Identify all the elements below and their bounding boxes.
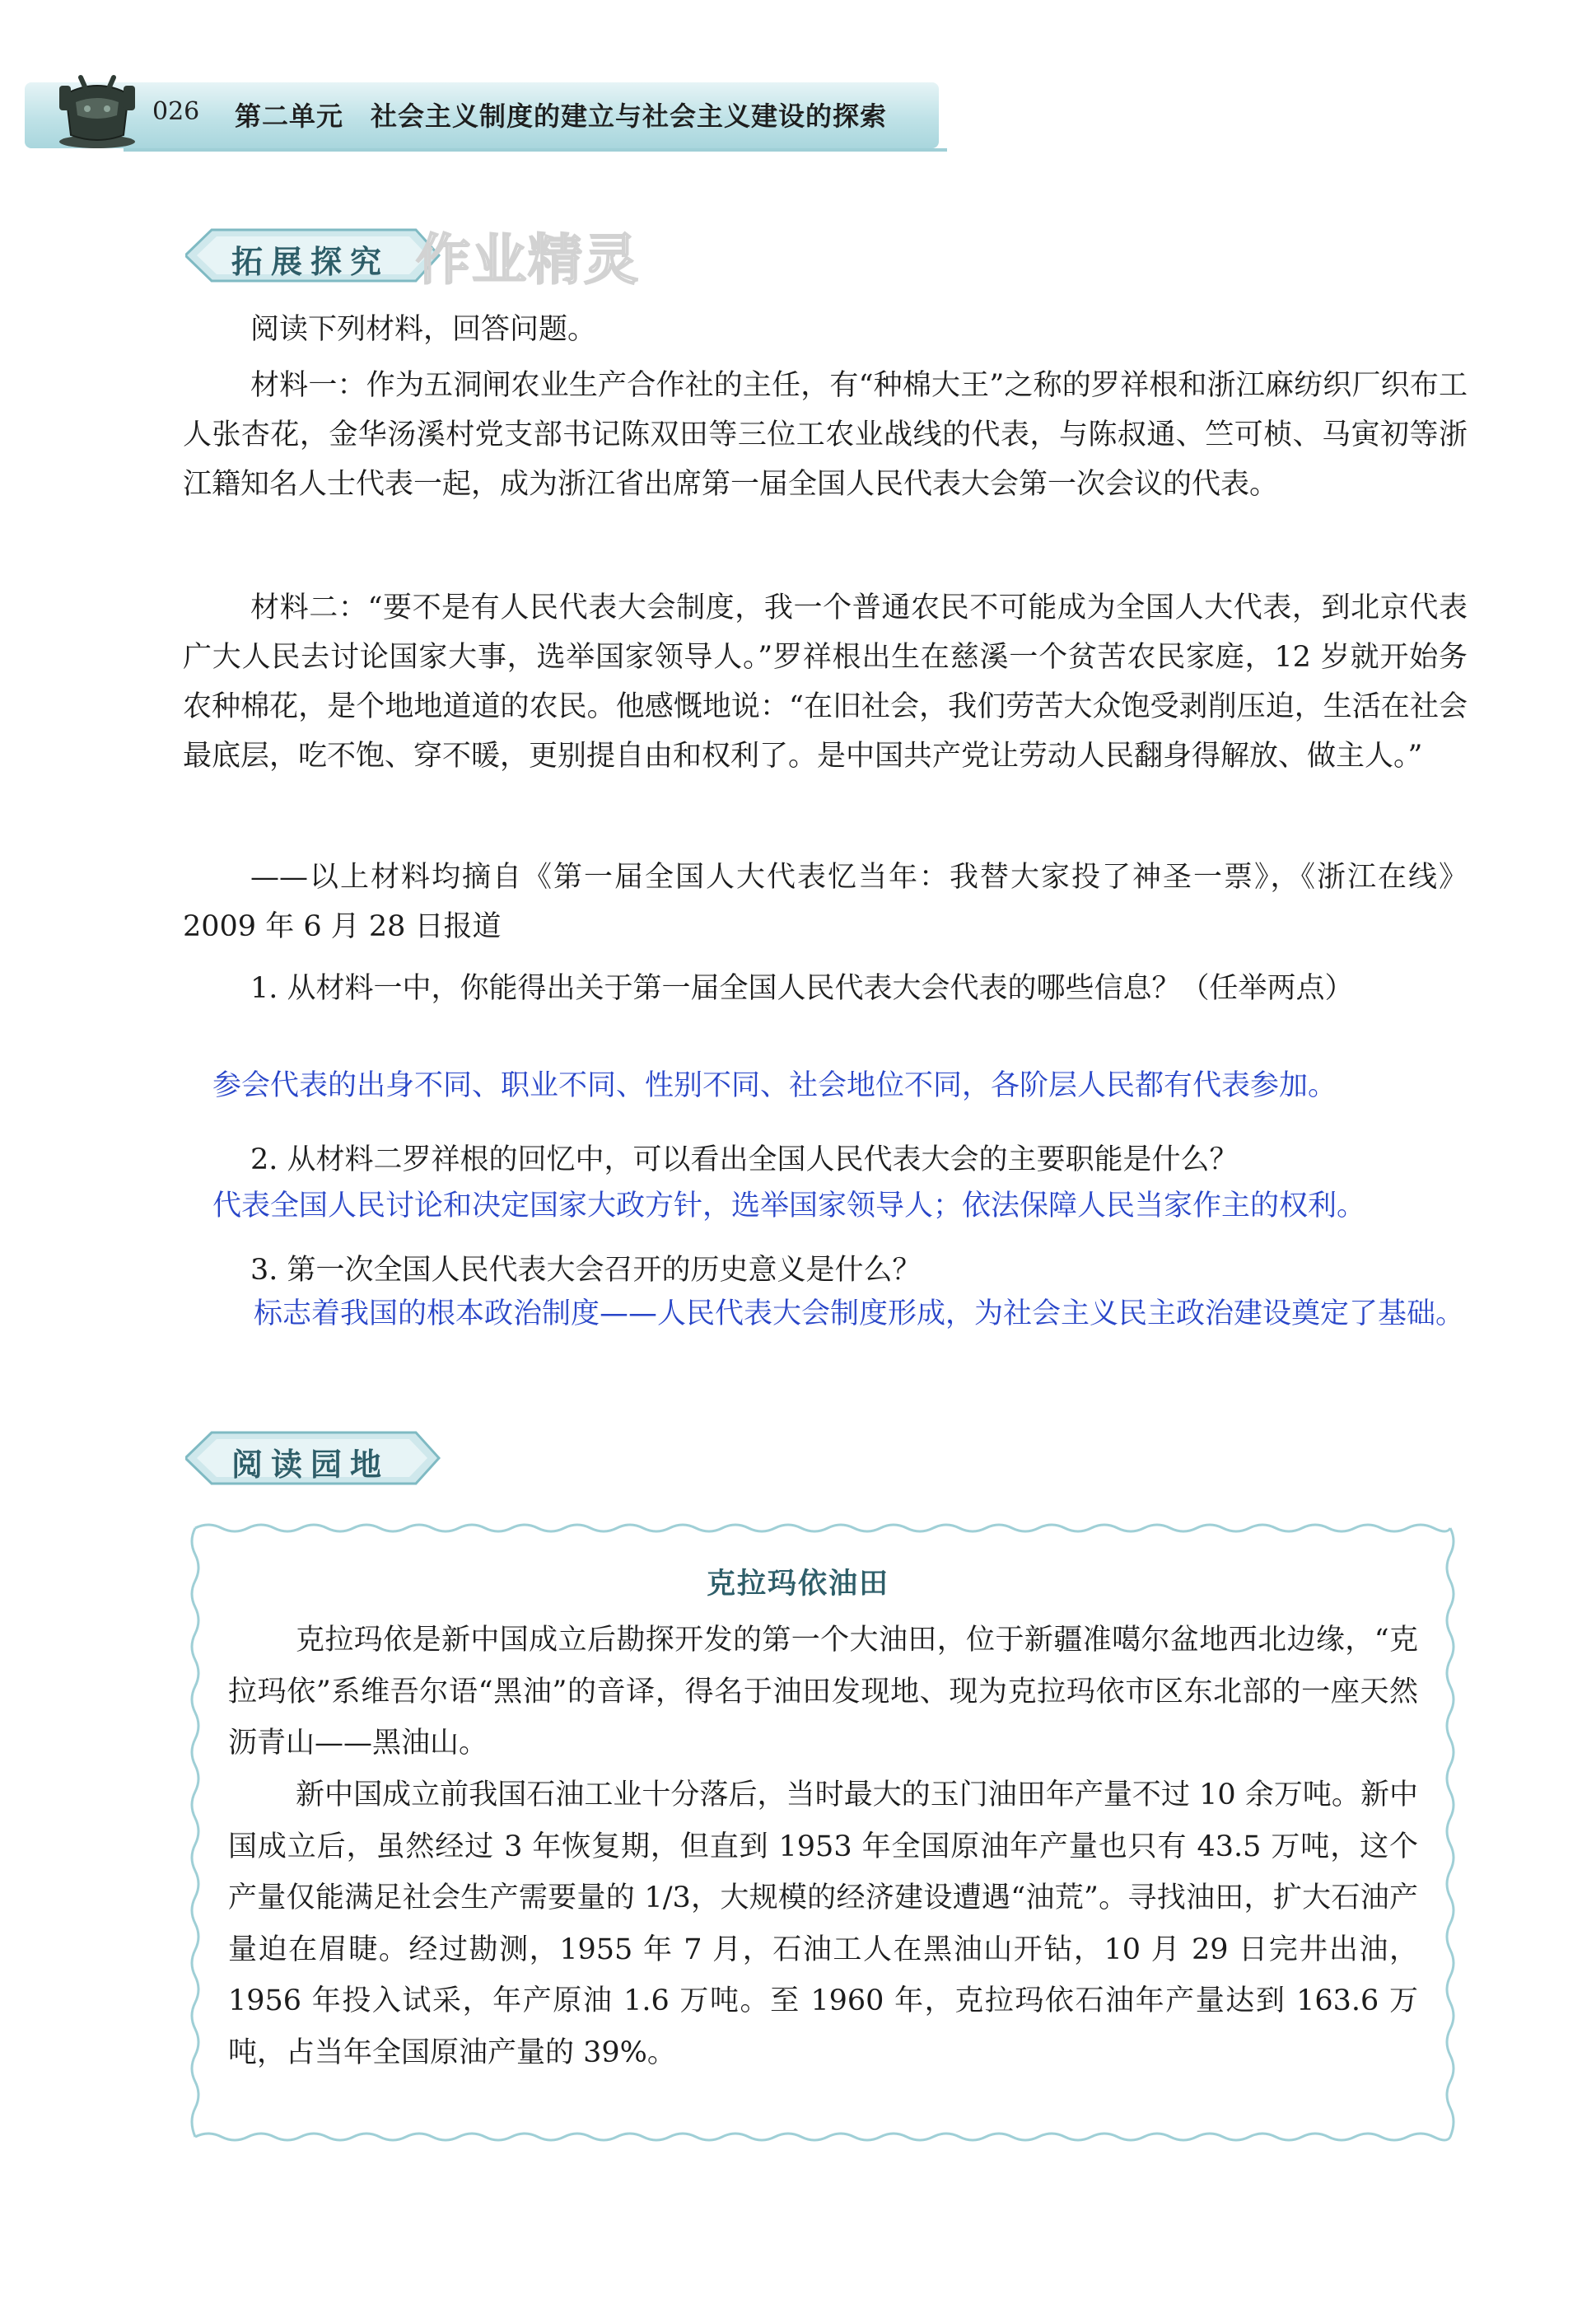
answer-1: 参会代表的出身不同、职业不同、性别不同、社会地位不同，各阶层人民都有代表参加。: [212, 1069, 1337, 1102]
question-3: 3. 第一次全国人民代表大会召开的历史意义是什么？: [250, 1254, 922, 1287]
question-1: 1. 从材料一中，你能得出关于第一届全国人民代表大会代表的哪些信息？（任举两点）: [250, 972, 1354, 1005]
answer-3: 标志着我国的根本政治制度——人民代表大会制度形成，为社会主义民主政治建设奠定了基础。: [254, 1297, 1465, 1330]
header-underline: [124, 148, 947, 152]
reading-paragraph-1: 克拉玛依是新中国成立后勘探开发的第一个大油田，位于新疆准噶尔盆地西北边缘，“克拉玛依”系维吾尔语“黑油”的音译，得名于油田发现地、现为克拉玛依市区东北部的一座天然沥青山——黑油山。: [228, 1624, 1418, 1760]
watermark: 作业精灵: [416, 228, 640, 292]
material-source: ——以上材料均摘自《第一届全国人大代表忆当年：我替大家投了神圣一票》，《浙江在线》2009 年 6 月 28 日报道: [183, 861, 1468, 943]
reading-title: 克拉玛依油田: [706, 1567, 889, 1601]
section-banner-extension: [185, 227, 441, 284]
banner-label: 拓展探究: [231, 243, 390, 280]
page-number: 026: [152, 97, 200, 126]
intro-text: 阅读下列材料，回答问题。: [250, 313, 597, 346]
reading-paragraph-2: 新中国成立前我国石油工业十分落后，当时最大的玉门油田年产量不过 10 余万吨。新中国成立后，虽然经过 3 年恢复期，但直到 1953 年全国原油年产量也只有 43.5 万吨，这个产量仅能满足社会生产需要量的 1/3，大规模的经济建设遭遇“油荒”。寻找油田，扩大石油产量迫在眉睫。经过勘测，1955 年 7 月，石油工人在黑油山开钻，10 月 29 日完井出油，1956 年投入试采，年产原油 1.6 万吨。至 1960 年，克拉玛依石油年产量达到 163.6 万吨，占当年全国原油产量的 39%。: [228, 1778, 1418, 2069]
question-2: 2. 从材料二罗祥根的回忆中，可以看出全国人民代表大会的主要职能是什么？: [250, 1143, 1239, 1176]
material-one: 材料一：作为五洞闸农业生产合作社的主任，有“种棉大王”之称的罗祥根和浙江麻纺织厂织布工人张杏花，金华汤溪村党支部书记陈双田等三位工农业战线的代表，与陈叔通、竺可桢、马寅初等浙江籍知名人士代表一起，成为浙江省出席第一届全国人民代表大会第一次会议的代表。: [183, 369, 1468, 501]
answer-2: 代表全国人民讨论和决定国家大政方针，选举国家领导人；依法保障人民当家作主的权利。: [212, 1190, 1366, 1222]
section-banner-reading: [185, 1429, 441, 1487]
material-two: 材料二：“要不是有人民代表大会制度，我一个普通农民不可能成为全国人大代表，到北京代表广大人民去讨论国家大事，选举国家领导人。”罗祥根出生在慈溪一个贫苦农民家庭，12 岁就开始务农种棉花，是个地地道道的农民。他感慨地说：“在旧社会，我们劳苦大众饱受剥削压迫，生活在社会最底层，吃不饱、穿不暖，更别提自由和权利了。是中国共产党让劳动人民翻身得解放、做主人。”: [183, 591, 1468, 773]
unit-title: 第二单元 社会主义制度的建立与社会主义建设的探索: [235, 100, 888, 132]
banner-label: 阅读园地: [231, 1446, 390, 1483]
bronze-vessel-icon: [51, 69, 143, 150]
